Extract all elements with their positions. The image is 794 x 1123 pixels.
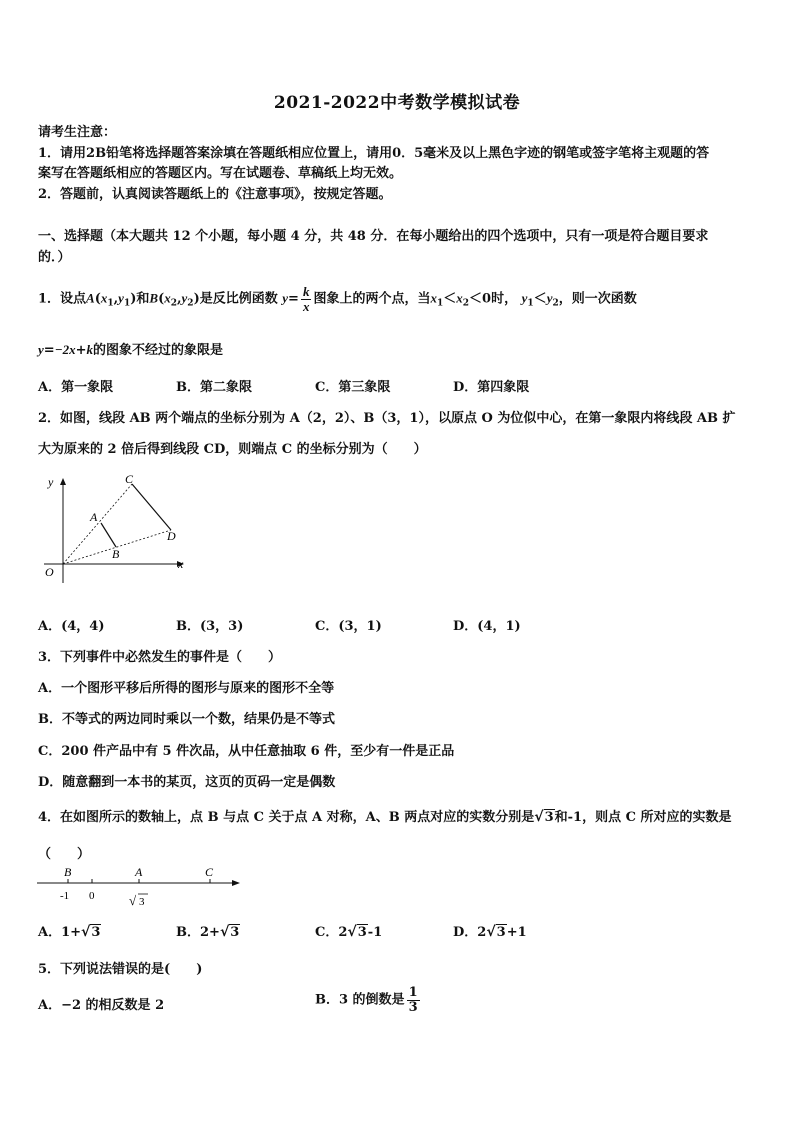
q3-option-c[interactable]: C．200 件产品中有 5 件次品，从中任意抽取 6 件，至少有一件是正品 [38, 744, 455, 759]
q3-option-a[interactable]: A．一个图形平移后所得的图形与原来的图形不全等 [38, 681, 335, 696]
y-label: y [48, 475, 54, 489]
q3-option-b[interactable]: B．不等式的两边同时乘以一个数，结果仍是不等式 [38, 712, 335, 727]
q2-option-d[interactable]: D．(4，1) [453, 619, 521, 634]
x-label: x [178, 557, 184, 571]
notice-heading: 请考生注意： [38, 125, 117, 140]
q3-option-d[interactable]: D．随意翻到一本书的某页，这页的页码一定是偶数 [38, 775, 336, 790]
point-d-label: D [167, 529, 176, 543]
segment-ab [101, 523, 116, 547]
y-axis-arrow [60, 478, 66, 485]
segment-cd [132, 484, 171, 530]
notice-item-2: 2．答题前，认真阅读答题纸上的《注意事项》，按规定答题。 [38, 187, 392, 202]
notice-item-1a: 1．请用2B铅笔将选择题答案涂填在答题纸相应位置上，请用0．5毫米及以上黑色字迹的钢笔或签字笔将主观题的答 [38, 146, 710, 161]
q4-option-b[interactable]: B．2+√3 [176, 924, 240, 940]
page-title: 2021-2022中考数学模拟试卷 [273, 93, 521, 113]
label-neg1: -1 [60, 890, 70, 902]
number-line-arrow [232, 880, 240, 886]
question-3-stem: 3．下列事件中必然发生的事件是（ ） [38, 650, 282, 665]
fraction-one-third: $\frac{1}{3}$ [408, 985, 418, 1015]
notice-item-1b: 案写在答题纸相应的答题区内。写在试题卷、草稿纸上均无效。 [38, 166, 403, 181]
question-2-line2: 大为原来的 2 倍后得到线段 CD，则端点 C 的坐标分别为（ ） [38, 442, 427, 457]
q5-option-a[interactable]: A．−2 的相反数是 2 [38, 998, 165, 1013]
question-1-line1: 1．设点$A(x_1,y_1)$和$B(x_2,y_2)$是反比例函数 y= $\frac{k}{x}$ 图象上的两个点，当$x_1<x_2<0$时， $y_1<y_2$，则一次函数 [38, 284, 637, 314]
point-a-label: A [90, 510, 98, 524]
point-c-label: C [125, 472, 134, 486]
q2-option-b[interactable]: B．(3，3) [176, 619, 244, 634]
q4-number-line [35, 862, 245, 908]
q1-option-d[interactable]: D．第四象限 [453, 380, 530, 395]
section1-line1: 一、选择题（本大题共 12 个小题，每小题 4 分，共 48 分．在每小题给出的四个选项中，只有一项是符合题目要求 [38, 229, 709, 244]
q2-option-a[interactable]: A．(4，4) [38, 619, 105, 634]
q4-option-d[interactable]: D．2√3+1 [453, 924, 527, 940]
label-a: A [135, 865, 143, 879]
q1-option-c[interactable]: C．第三象限 [315, 380, 391, 395]
q1-option-a[interactable]: A．第一象限 [38, 380, 114, 395]
point-b-label: B [112, 547, 120, 561]
origin-label: O [45, 565, 54, 579]
q4-option-c[interactable]: C．2√3-1 [315, 924, 383, 940]
label-c: C [205, 865, 214, 879]
q1-option-b[interactable]: B．第二象限 [176, 380, 252, 395]
question-4-paren: （ ） [38, 847, 91, 862]
sqrt-3: √3 [534, 809, 554, 825]
question-2-line1: 2．如图，线段 AB 两个端点的坐标分别为 A（2，2）、B（3，1），以原点 O 为位似中心，在第一象限内将线段 AB 扩 [38, 411, 736, 426]
label-b: B [64, 865, 72, 879]
sqrt-sign: √ [129, 893, 137, 908]
q2-option-c[interactable]: C．(3，1) [315, 619, 382, 634]
fraction-k-over-x: $\frac{k}{x}$ [302, 284, 310, 314]
q4-option-a[interactable]: A．1+√3 [38, 924, 101, 940]
label-three: 3 [139, 896, 145, 908]
question-1-line2: y=−2x+k的图象不经过的象限是 [38, 342, 223, 358]
q5-option-b[interactable]: B．3 的倒数是 $\frac{1}{3}$ [315, 985, 418, 1015]
q2-coordinate-figure [38, 468, 198, 583]
question-5-stem: 5．下列说法错误的是( ) [38, 962, 203, 977]
section1-line2: 的．） [38, 250, 71, 265]
question-4-line1: 4．在如图所示的数轴上，点 B 与点 C 关于点 A 对称，A、B 两点对应的实数分别是√3和-1，则点 C 所对应的实数是 [38, 809, 732, 825]
label-zero: 0 [89, 890, 95, 902]
ray-oc [63, 484, 132, 564]
